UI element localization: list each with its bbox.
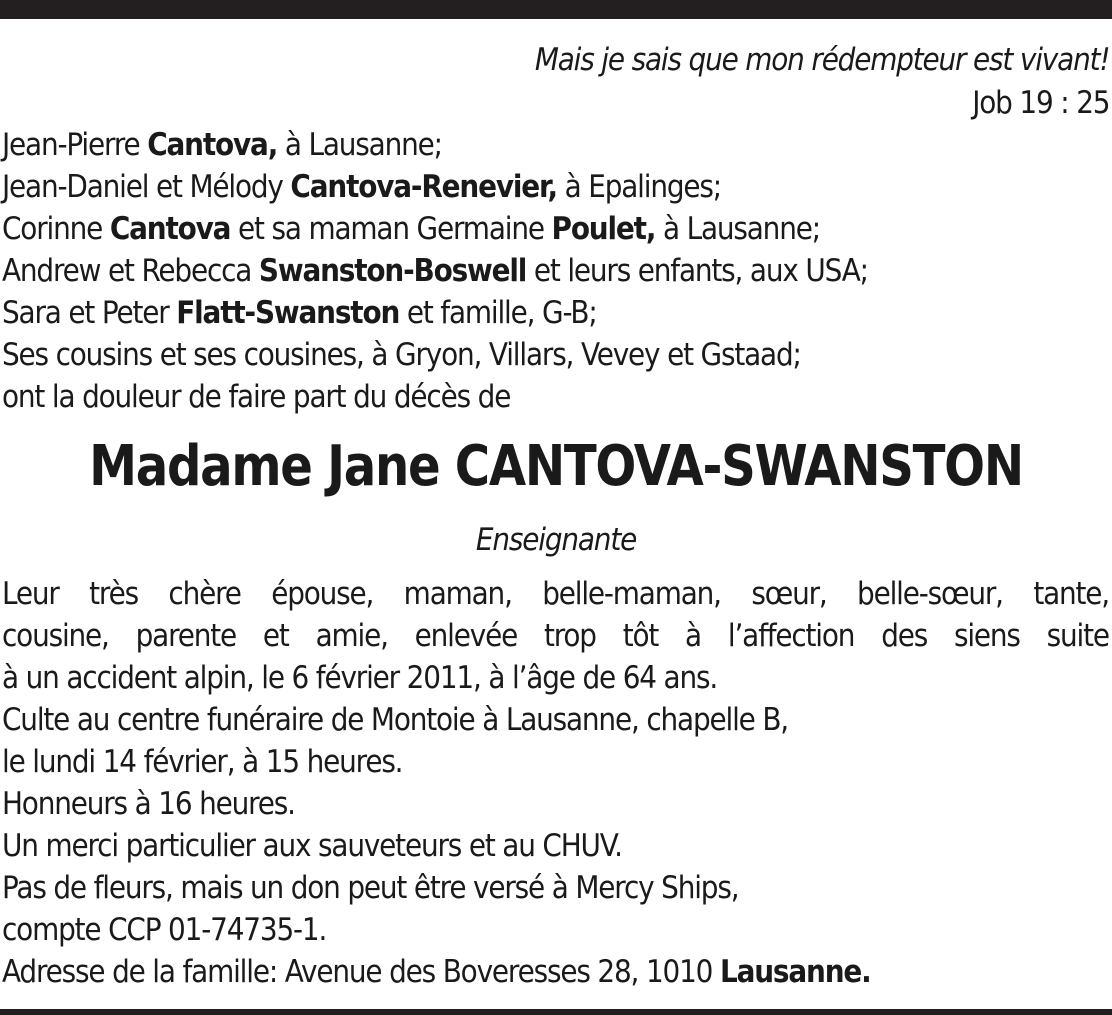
body-word: à xyxy=(685,618,701,654)
body-word: sœur, xyxy=(751,576,827,612)
family-text: Jean-Pierre xyxy=(2,127,148,163)
body-word: belle-sœur, xyxy=(857,576,1003,612)
family-list xyxy=(2,124,999,418)
body-word: Leur xyxy=(2,576,59,612)
family-surname: Swanston-Boswell xyxy=(258,253,527,289)
family-line xyxy=(2,250,999,292)
family-text: à Lausanne; xyxy=(277,127,442,163)
family-line xyxy=(2,166,999,208)
family-text: Jean-Daniel et Mélody xyxy=(2,169,291,205)
verse-reference: Job 19 : 25 xyxy=(971,85,1109,121)
bible-verse xyxy=(534,39,1109,125)
body-line xyxy=(2,573,1109,615)
family-surname: Cantova xyxy=(109,211,231,247)
body-word: et xyxy=(262,618,289,654)
family-line xyxy=(2,334,999,376)
family-text: à Epalinges; xyxy=(556,169,721,205)
announcement-body xyxy=(2,573,1109,993)
body-line: Pas de fleurs, mais un don peut être versé à Mercy Ships, xyxy=(2,870,739,906)
family-text: Ses cousins et ses cousines, à Gryon, Villars, Vevey et Gstaad; xyxy=(2,337,801,373)
body-word: cousine, xyxy=(2,618,109,654)
body-word: enlevée xyxy=(414,618,518,654)
body-word: parente xyxy=(135,618,237,654)
body-word: siens xyxy=(953,618,1020,654)
body-line: Un merci particulier aux sauveteurs et au CHUV. xyxy=(2,828,622,864)
address-city: Lausanne. xyxy=(719,954,871,990)
verse-quote: Mais je sais que mon rédempteur est vivant! xyxy=(534,42,1109,78)
deceased-name: Madame Jane CANTOVA-SWANSTON xyxy=(89,434,1023,499)
top-rule xyxy=(0,0,1112,19)
body-line: à un accident alpin, le 6 février 2011, à l’âge de 64 ans. xyxy=(2,660,718,696)
body-line: Honneurs à 16 heures. xyxy=(2,786,295,822)
family-text: et leurs enfants, aux USA; xyxy=(526,253,868,289)
family-text: et sa maman Germaine xyxy=(230,211,552,247)
family-text: ont la douleur de faire part du décès de xyxy=(2,379,511,415)
family-line xyxy=(2,376,999,418)
body-word: tôt xyxy=(622,618,659,654)
body-word: suite xyxy=(1046,618,1109,654)
family-line xyxy=(2,124,999,166)
family-text: et famille, G-B; xyxy=(399,295,597,331)
body-line: Culte au centre funéraire de Montoie à Lausanne, chapelle B, xyxy=(2,702,789,738)
bottom-rule xyxy=(0,1009,1112,1015)
body-line xyxy=(2,615,1109,657)
body-word: chère xyxy=(168,576,241,612)
family-text: Corinne xyxy=(2,211,110,247)
body-word: l’affection xyxy=(727,618,855,654)
body-line: le lundi 14 février, à 15 heures. xyxy=(2,744,403,780)
body-word: amie, xyxy=(315,618,388,654)
deceased-profession: Enseignante xyxy=(475,522,637,558)
family-text: à Lausanne; xyxy=(655,211,820,247)
family-surname: Cantova, xyxy=(147,127,278,163)
address-text: Adresse de la famille: Avenue des Boveresses 28, 1010 xyxy=(2,954,720,990)
body-word: épouse, xyxy=(271,576,374,612)
body-word: trop xyxy=(543,618,596,654)
body-word: maman, xyxy=(403,576,512,612)
body-word: belle-maman, xyxy=(542,576,721,612)
body-line xyxy=(2,951,999,993)
family-surname: Cantova-Renevier, xyxy=(290,169,557,205)
family-text: Sara et Peter xyxy=(2,295,177,331)
family-text: Andrew et Rebecca xyxy=(2,253,259,289)
body-word: tante, xyxy=(1033,576,1109,612)
body-line: compte CCP 01-74735-1. xyxy=(2,912,327,948)
family-line xyxy=(2,208,999,250)
family-surname: Flatt-Swanston xyxy=(176,295,400,331)
body-word: des xyxy=(881,618,928,654)
family-surname: Poulet, xyxy=(551,211,656,247)
family-line xyxy=(2,292,999,334)
body-word: très xyxy=(89,576,138,612)
